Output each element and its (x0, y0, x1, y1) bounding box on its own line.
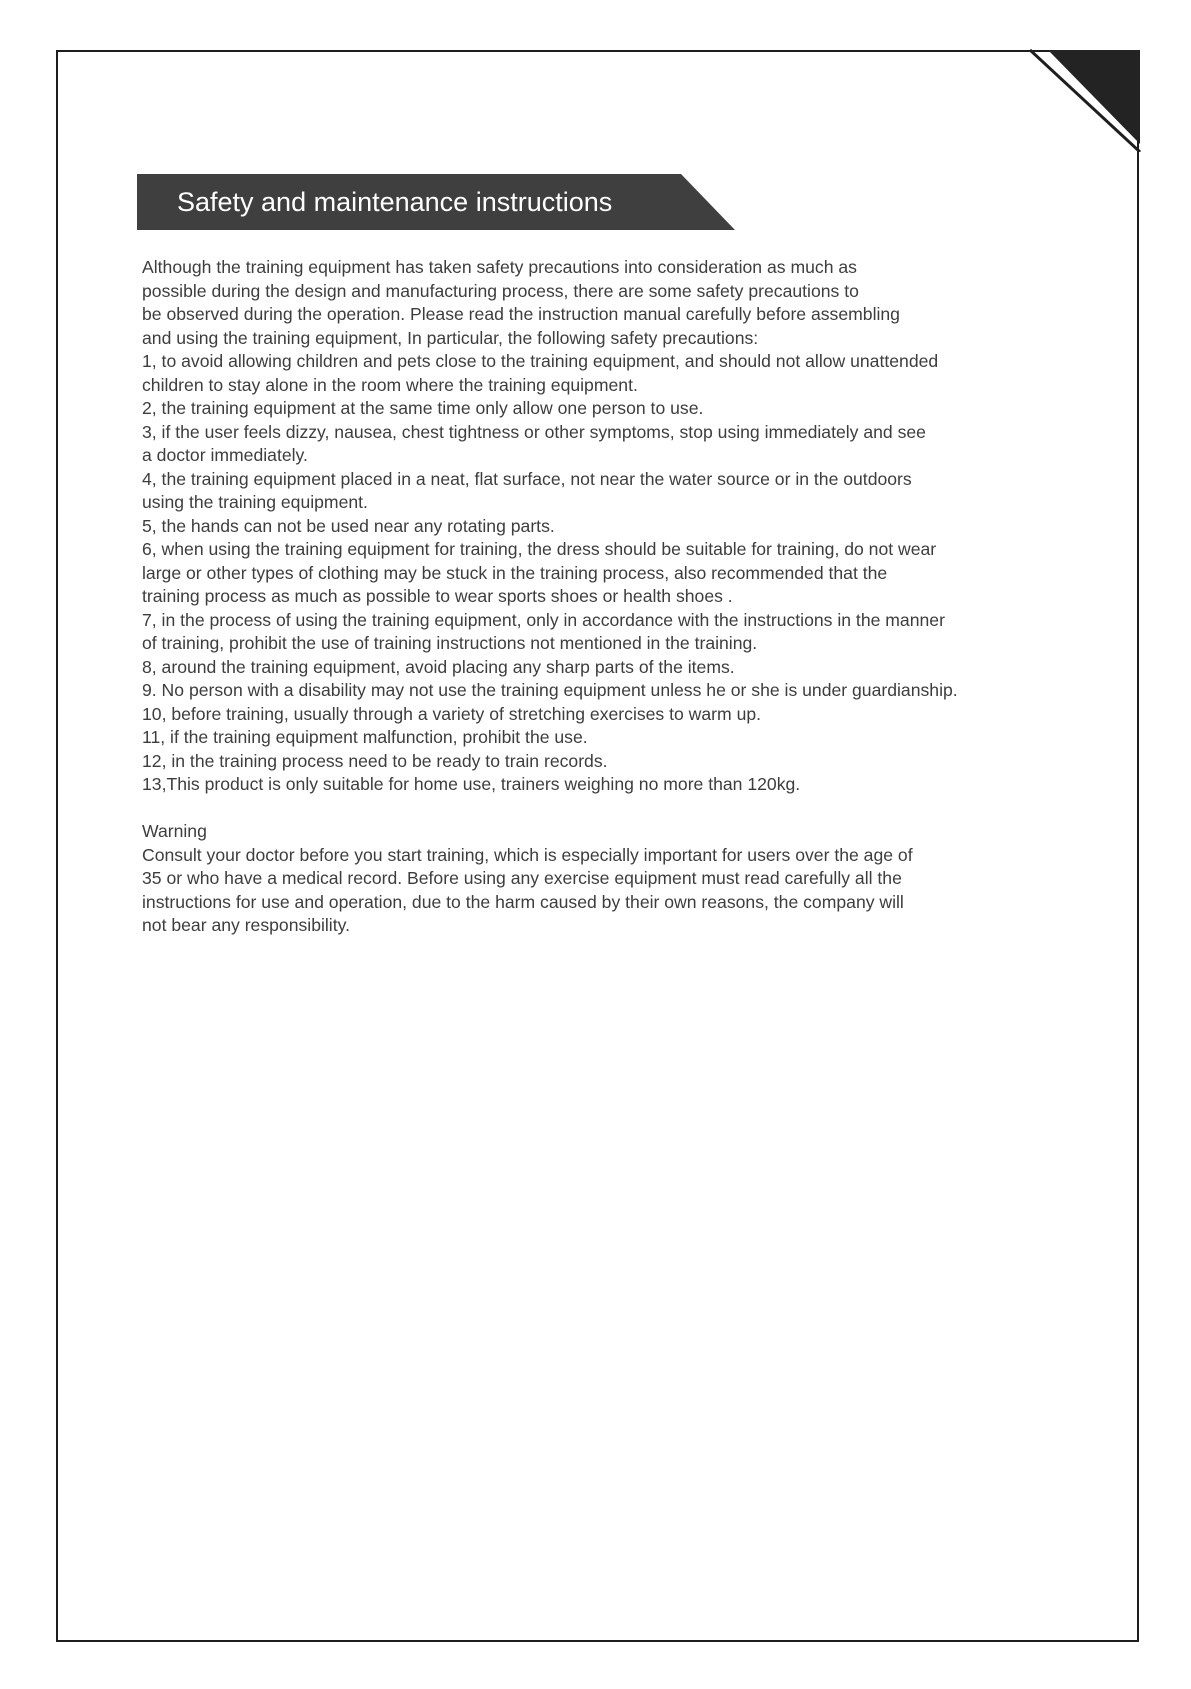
precaution-line: 4, the training equipment placed in a neat, flat surface, not near the water source or in the outdoors (142, 468, 912, 489)
precaution-line: 12, in the training process need to be ready to train records. (142, 750, 608, 771)
warning-line: instructions for use and operation, due to the harm caused by their own reasons, the company will (142, 891, 904, 912)
warning-line: Consult your doctor before you start training, which is especially important for users over the age of (142, 844, 913, 865)
precaution-line: 13,This product is only suitable for home use, trainers weighing no more than 120kg. (142, 774, 801, 794)
section-title-banner (137, 174, 735, 230)
precaution-line: 6, when using the training equipment for training, the dress should be suitable for training, do not wear (142, 539, 937, 559)
precaution-line: using the training equipment. (142, 492, 368, 512)
precautions-list (142, 350, 1082, 797)
intro-line: and using the training equipment, In particular, the following safety precautions: (142, 327, 759, 348)
instructions-body (142, 256, 1082, 938)
precaution-line: 9. No person with a disability may not use the training equipment unless he or she is under guardianship. (142, 680, 958, 700)
warning-heading: Warning (142, 821, 207, 841)
intro-line: be observed during the operation. Please read the instruction manual carefully before assembling (142, 304, 900, 324)
precaution-line: 3, if the user feels dizzy, nausea, chest tightness or other symptoms, stop using immediately and see (142, 421, 926, 442)
intro-paragraph (142, 256, 1082, 350)
precaution-line: 5, the hands can not be used near any rotating parts. (142, 515, 555, 536)
precaution-line: a doctor immediately. (142, 445, 308, 465)
precaution-line: 11, if the training equipment malfunction, prohibit the use. (142, 727, 588, 747)
warning-line: not bear any responsibility. (142, 915, 350, 935)
warning-section (142, 820, 1082, 938)
page-title: Safety and maintenance instructions (177, 187, 613, 217)
precaution-line: 7, in the process of using the training equipment, only in accordance with the instructions in the manner (142, 609, 945, 630)
precaution-line: children to stay alone in the room where the training equipment. (142, 374, 638, 395)
precaution-line: large or other types of clothing may be stuck in the training process, also recommended that the (142, 562, 888, 583)
precaution-line: training process as much as possible to wear sports shoes or health shoes . (142, 586, 733, 606)
precaution-line: 1, to avoid allowing children and pets close to the training equipment, and should not allow unattended (142, 351, 939, 371)
paragraph-spacer (142, 797, 1082, 821)
intro-line: possible during the design and manufacturing process, there are some safety precautions to (142, 280, 859, 301)
intro-line: Although the training equipment has taken safety precautions into consideration as much as (142, 257, 857, 277)
precaution-line: 2, the training equipment at the same time only allow one person to use. (142, 398, 704, 418)
precaution-line: of training, prohibit the use of training instructions not mentioned in the training. (142, 633, 758, 653)
page-corner-decoration (1030, 48, 1142, 152)
warning-line: 35 or who have a medical record. Before using any exercise equipment must read carefully all the (142, 868, 902, 888)
precaution-line: 8, around the training equipment, avoid placing any sharp parts of the items. (142, 656, 735, 677)
precaution-line: 10, before training, usually through a variety of stretching exercises to warm up. (142, 703, 762, 724)
